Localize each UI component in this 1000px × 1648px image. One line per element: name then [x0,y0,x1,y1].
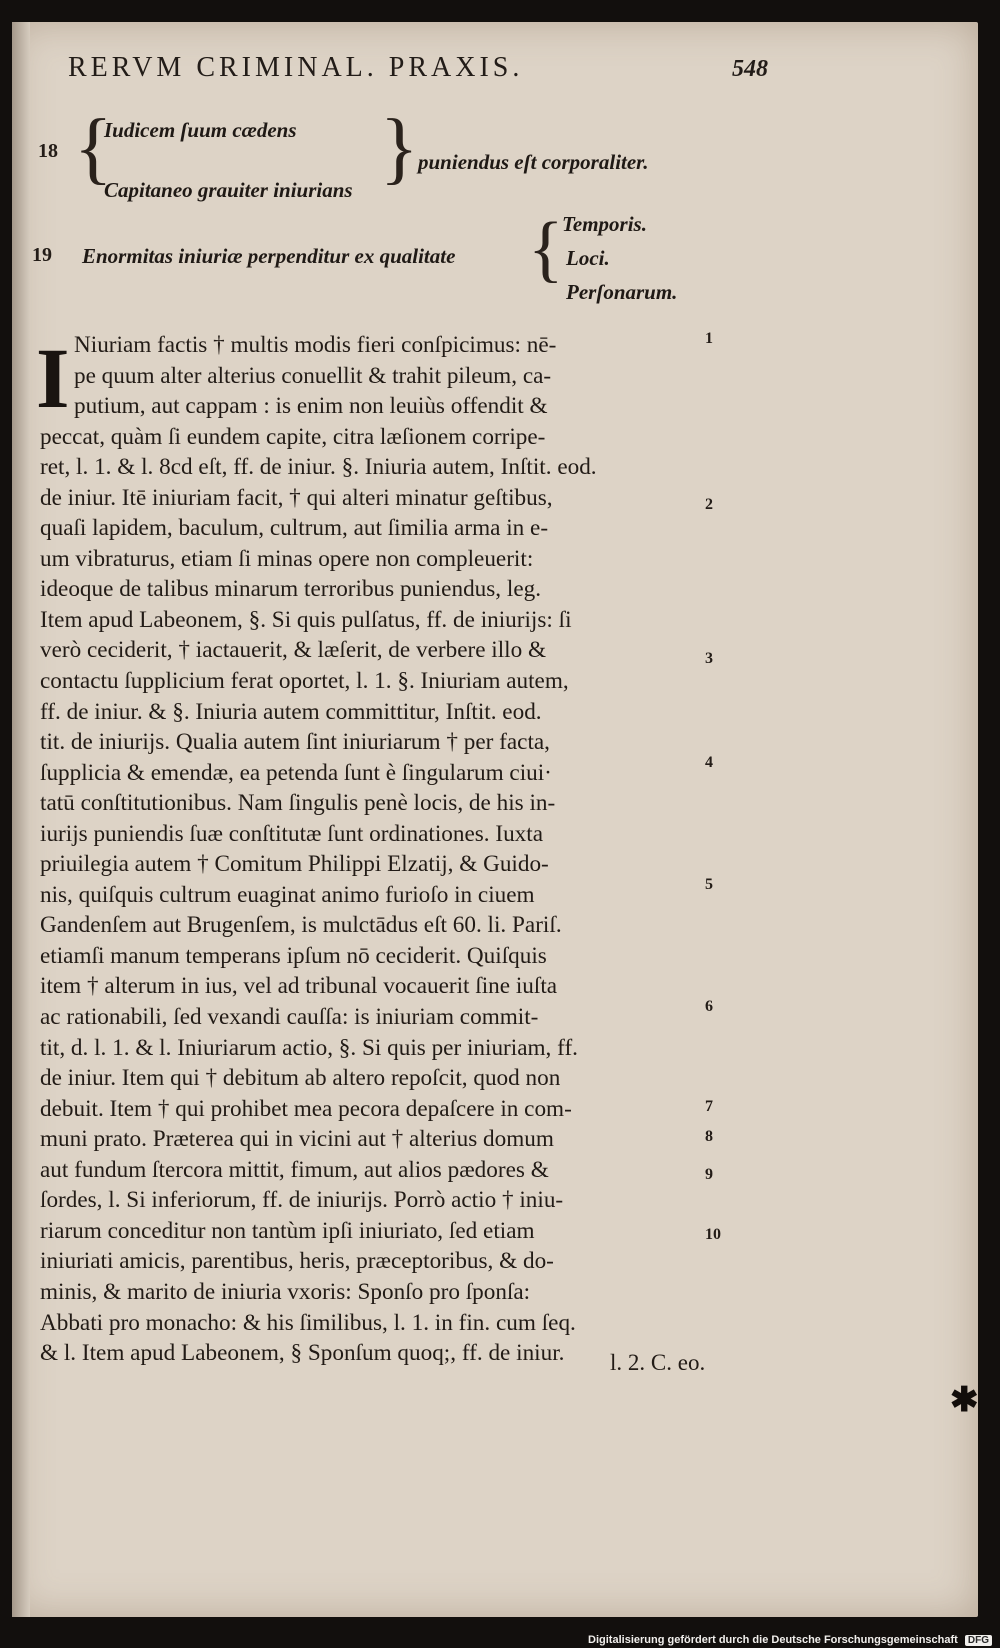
body-line: Item apud Labeonem, §. Si quis pulſatus, ff. de iniurijs: ſi [40,606,572,633]
body-line: peccat, quàm ſi eundem capite, citra læſionem corripe- [40,423,546,450]
body-line: um vibraturus, etiam ſi minas opere non compleuerit: [40,545,534,572]
margin-number: 2 [705,496,713,513]
digitization-credit [588,1634,992,1646]
margin-number: 8 [705,1128,713,1145]
body-line: priuilegia autem † Comitum Philippi Elzatij, & Guido- [40,851,549,878]
body-line: iurijs puniendis ſuæ conſtitutæ ſunt ordinationes. Iuxta [40,820,544,847]
body-line: ſupplicia & emendæ, ea petenda ſunt è ſingularum ciui· [40,759,552,786]
body-line: riarum conceditur non tantùm ipſi iniuriato, ſed etiam [40,1217,535,1244]
body-line: tatū conſtitutionibus. Nam ſingulis penè locis, de his in- [40,790,556,817]
body-line: minis, & marito de iniuria vxoris: Sponſo pro ſponſa: [40,1278,531,1305]
body-line: Abbati pro monacho: & his ſimilibus, l. 1. in fin. cum ſeq. [40,1309,576,1336]
drop-cap: I [36,330,70,426]
margin-number: 5 [705,876,713,893]
rule-line: Capitaneo grauiter iniurians [104,178,353,202]
body-line: tit. de iniurijs. Qualia autem ſint iniuriarum † per facta, [40,729,550,756]
rule-option: Perſonarum. [566,280,678,304]
body-line: ideoque de talibus minarum terroribus puniendus, leg. [40,576,541,603]
rule-option: Loci. [566,246,610,270]
page-gutter-shadow [12,22,30,1617]
body-line: iniuriati amicis, parentibus, heris, præceptoribus, & do- [40,1248,554,1275]
rule-conclusion: puniendus eſt corporaliter. [418,150,649,174]
body-line: tit, d. l. 1. & l. Iniuriarum actio, §. Si quis per iniuriam, ff. [40,1034,578,1061]
margin-number: 4 [705,754,713,771]
credit-text: Digitalisierung gefördert durch die Deutsche Forschungsgemeinschaft [588,1634,958,1646]
body-line: & l. Item apud Labeonem, § Sponſum quoq;, ff. de iniur. [40,1340,565,1367]
rule-statement: Enormitas iniuriæ perpenditur ex qualitate [82,244,456,268]
body-line: debuit. Item † qui prohibet mea pecora depaſcere in com- [40,1095,572,1122]
right-brace-icon: } [380,104,419,192]
body-line: de iniur. Itē iniuriam facit, † qui alteri minatur geſtibus, [40,484,553,511]
running-head [68,52,908,92]
margin-number: 3 [705,650,713,667]
body-line: ſordes, l. Si inferiorum, ff. de iniurijs. Porrò actio † iniu- [40,1187,564,1214]
ink-blot-icon: ✱ [950,1380,979,1420]
body-line: Gandenſem aut Brugenſem, is mulctādus eſt 60. li. Pariſ. [40,912,562,939]
body-line: ff. de iniur. & §. Iniuria autem committitur, Inſtit. eod. [40,698,542,725]
body-line: etiamſi manum temperans ipſum nō ceciderit. Quiſquis [40,942,547,969]
body-line: ret, l. 1. & l. 8cd eſt, ff. de iniur. §. Iniuria autem, Inſtit. eod. [40,454,597,481]
body-text [40,330,720,1369]
body-line: putium, aut cappam : is enim non leuiùs offendit & [74,393,548,420]
dfg-logo: DFG [965,1635,992,1646]
body-line: de iniur. Item qui † debitum ab altero repoſcit, quod non [40,1065,561,1092]
body-line: contactu ſupplicium ferat oportet, l. 1. §. Iniuriam autem, [40,668,569,695]
body-line: ac rationabili, ſed vexandi cauſſa: is iniuriam commit- [40,1004,539,1031]
rule-number: 19 [32,244,52,266]
closing-citation: l. 2. C. eo. [610,1350,706,1375]
body-line: muni prato. Præterea qui in vicini aut † alterius domum [40,1126,554,1153]
left-brace-icon: { [74,104,113,192]
rule-option: Temporis. [562,212,647,236]
body-line: nis, quiſquis cultrum euaginat animo furioſo in ciuem [40,881,535,908]
left-brace-icon: { [528,208,564,290]
body-line: pe quum alter alterius conuellit & trahit pileum, ca- [74,362,552,389]
body-line: item † alterum in ius, vel ad tribunal vocauerit ſine iuſta [40,973,558,1000]
margin-number: 7 [705,1098,713,1115]
body-line: quaſi lapidem, baculum, cultrum, aut ſimilia arma in e- [40,515,549,542]
margin-number: 6 [705,998,713,1015]
margin-number: 9 [705,1166,713,1183]
body-line: aut fundum ſtercora mittit, fimum, aut alios pædores & [40,1156,549,1183]
body-line: Niuriam factis † multis modis fieri conſpicimus: nē- [74,332,557,358]
running-title: RERVM CRIMINAL. PRAXIS. [68,52,524,83]
rule-number: 18 [38,140,58,162]
body-line: verò ceciderit, † iactauerit, & læſerit, de verbere illo & [40,637,547,664]
margin-number: 10 [705,1226,721,1243]
rule-line: Iudicem ſuum cædens [104,118,297,142]
margin-number: 1 [705,330,713,347]
page-number: 548 [732,56,768,82]
